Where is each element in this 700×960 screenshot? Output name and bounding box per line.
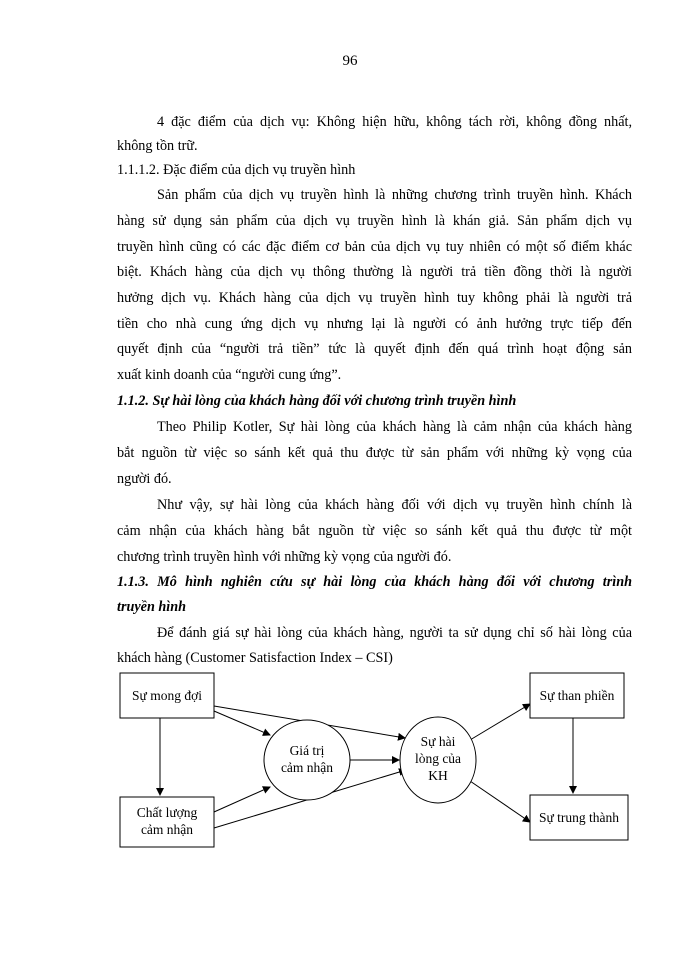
body-line: xuất kinh doanh của “người cung ứng”. bbox=[117, 367, 342, 383]
body-line: cảm nhận của khách hàng bắt nguồn từ việc so sánh kết quả thu được từ một bbox=[117, 523, 632, 539]
section-heading: 1.1.2. Sự hài lòng của khách hàng đối với chương trình truyền hình bbox=[117, 393, 517, 409]
perceived-value-label: cảm nhận bbox=[280, 760, 334, 775]
body-line: hàng sử dụng sản phẩm của dịch vụ truyền hình là khán giả. Sản phẩm dịch vụ bbox=[117, 213, 632, 229]
body-line: truyền hình cũng có các đặc điểm cơ bản của dịch vụ tuy nhiên có một số điểm khác bbox=[117, 239, 632, 255]
body-line: Như vậy, sự hài lòng của khách hàng đối với dịch vụ truyền hình chính là bbox=[157, 497, 632, 513]
satisfaction-label: KH bbox=[428, 768, 448, 783]
body-line: hưởng dịch vụ. Khách hàng của dịch vụ truyền hình tuy không phải là người trả bbox=[117, 290, 632, 306]
body-line: bắt nguồn từ việc so sánh kết quả thu được từ sản phẩm với những kỳ vọng của bbox=[117, 445, 632, 461]
section-heading: truyền hình bbox=[117, 599, 186, 615]
section-heading: 1.1.3. Mô hình nghiên cứu sự hài lòng của khách hàng đối với chương trình bbox=[117, 574, 632, 590]
body-line: không tồn trữ. bbox=[117, 138, 198, 154]
body-line: Sản phẩm của dịch vụ truyền hình là những chương trình truyền hình. Khách bbox=[157, 187, 632, 203]
arrow-satisfaction-to-loyalty bbox=[470, 781, 530, 822]
body-line: Theo Philip Kotler, Sự hài lòng của khách hàng là cảm nhận của khách hàng bbox=[157, 419, 632, 435]
perceived-quality-label: cảm nhận bbox=[140, 822, 194, 837]
body-line: người đó. bbox=[117, 471, 172, 487]
body-line: biệt. Khách hàng của dịch vụ thông thường là người trả tiền đồng thời là người bbox=[117, 264, 632, 280]
body-line: 4 đặc điểm của dịch vụ: Không hiện hữu, không tách rời, không đồng nhất, bbox=[157, 114, 632, 130]
arrow-satisfaction-to-complaint bbox=[470, 704, 530, 740]
expectation-label: Sự mong đợi bbox=[132, 688, 202, 703]
satisfaction-label: Sự hài bbox=[420, 734, 456, 749]
body-line: Để đánh giá sự hài lòng của khách hàng, người ta sử dụng chỉ số hài lòng của bbox=[157, 625, 632, 641]
body-line: chương trình truyền hình với những kỳ vọng của người đó. bbox=[117, 549, 452, 565]
page-number: 96 bbox=[342, 53, 358, 69]
arrow-expectation-to-value bbox=[214, 711, 270, 735]
body-line: tiền cho nhà cung ứng dịch vụ nhưng lại là người có ảnh hưởng trực tiếp đến bbox=[117, 316, 632, 332]
complaint-label: Sự than phiền bbox=[539, 688, 615, 703]
body-line: khách hàng (Customer Satisfaction Index – CSI) bbox=[117, 650, 393, 666]
perceived-quality-label: Chất lượng bbox=[136, 805, 198, 820]
arrow-quality-to-value bbox=[214, 787, 270, 812]
loyalty-label: Sự trung thành bbox=[538, 810, 620, 825]
satisfaction-label: lòng của bbox=[414, 751, 462, 766]
body-line: quyết định của “người trả tiền” tức là quyết định đến quá trình hoạt động sản bbox=[117, 341, 632, 357]
perceived-value-label: Giá trị bbox=[289, 743, 325, 758]
subsection-heading: 1.1.1.2. Đặc điểm của dịch vụ truyền hình bbox=[117, 162, 356, 178]
